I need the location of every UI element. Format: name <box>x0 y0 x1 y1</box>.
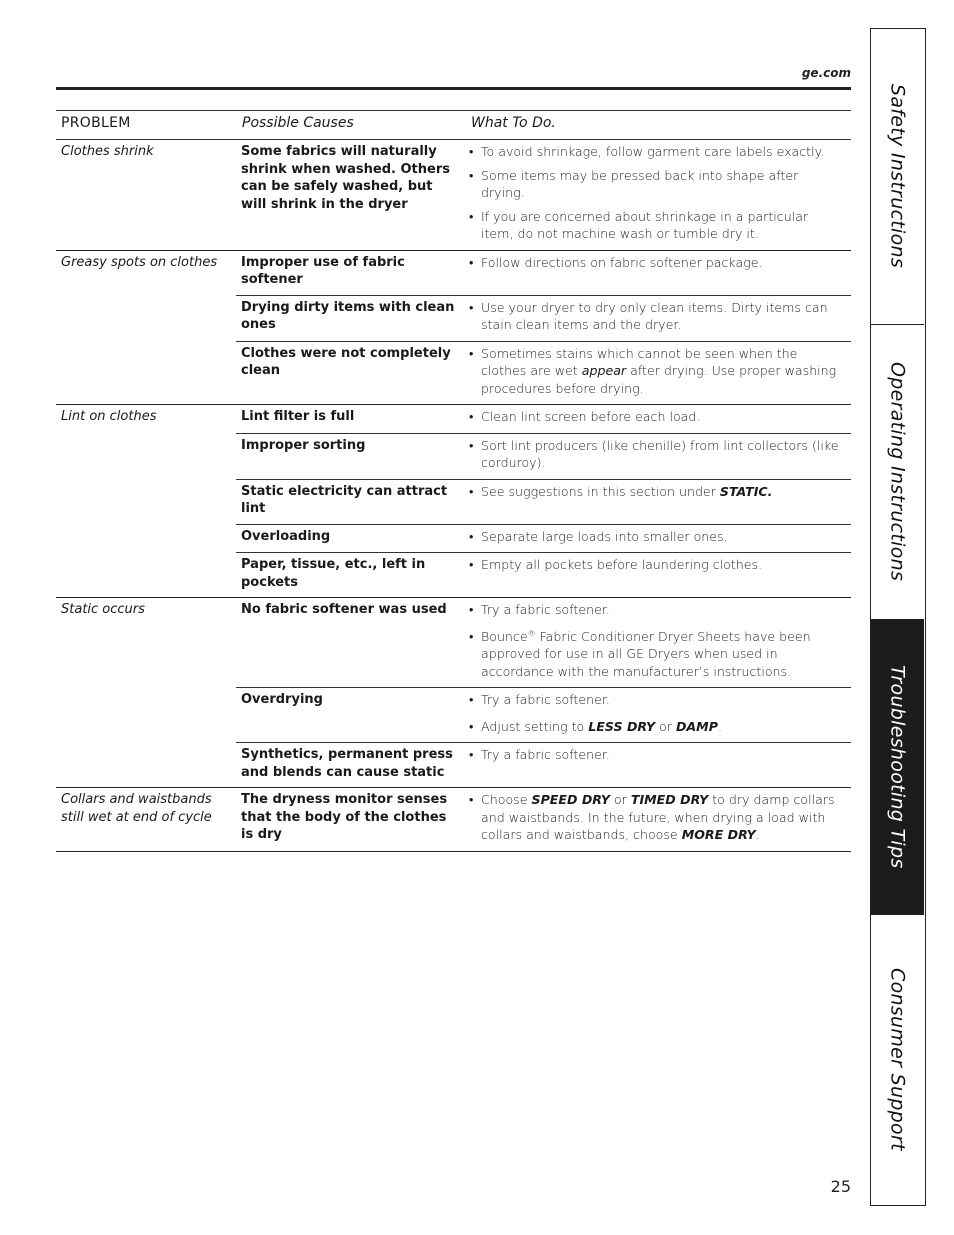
list-item: • Sort lint producers (like chenille) from lint collectors (like corduroy). <box>469 437 839 470</box>
header-rule <box>56 87 851 90</box>
bullet-icon: • <box>469 254 474 270</box>
list-item: • Follow directions on fabric softener package. <box>469 254 763 270</box>
site-url: ge.com <box>801 66 851 80</box>
problem-group-clothes-shrink <box>56 140 851 251</box>
cause-text: The dryness monitor senses that the body of the clothes is dry <box>241 792 448 842</box>
problem-label: Static occurs <box>61 602 145 617</box>
problem-label: Lint on clothes <box>61 409 157 424</box>
list-item: • Bounce® Fabric Conditioner Dryer Sheets have been approved for use in all GE Dryers when used in accordance with the manufacturer’s instructions. <box>469 628 811 679</box>
cause-text: Overdrying <box>241 692 323 707</box>
table-row <box>236 788 851 851</box>
problem-group-static <box>56 598 851 788</box>
todo-list <box>466 525 851 553</box>
list-item: • Sometimes stains which cannot be seen when the clothes are wet appear after drying. Use proper washing procedures before drying. <box>469 345 837 396</box>
tab-label: Consumer Support <box>886 968 909 1151</box>
list-item: • Some items may be pressed back into shape after drying. <box>469 167 799 200</box>
todo-list <box>466 480 851 524</box>
list-item: • See suggestions in this section under STATIC. <box>469 483 773 499</box>
cause-text: Overloading <box>241 528 331 544</box>
bullet-icon: • <box>469 718 474 734</box>
bullet-icon: • <box>469 299 474 315</box>
tab-operating-instructions[interactable] <box>871 325 924 620</box>
table-row <box>236 552 851 597</box>
table-row <box>236 251 851 295</box>
problem-group-lint <box>56 405 851 598</box>
bullet-icon: • <box>469 528 474 544</box>
bullet-icon: • <box>469 345 474 361</box>
cause-text: Lint filter is full <box>241 409 355 424</box>
cause-text: Some fabrics will naturally shrink when washed. Others can be safely washed, but will shrink in the dryer <box>241 144 450 212</box>
section-sidebar <box>870 28 926 1206</box>
list-item: • Try a fabric softener. <box>469 747 610 762</box>
cause-text: Improper sorting <box>241 437 366 453</box>
bullet-icon: • <box>469 692 474 707</box>
problem-group-collars <box>56 788 851 852</box>
table-row <box>236 433 851 479</box>
bullet-icon: • <box>469 167 474 183</box>
list-item: • Empty all pockets before laundering clothes. <box>469 557 763 572</box>
todo-list <box>466 743 851 787</box>
problem-label: Greasy spots on clothes <box>61 254 218 270</box>
cause-text: Drying dirty items with clean ones <box>241 299 455 332</box>
tab-label: Safety Instructions <box>886 84 909 269</box>
table-row <box>236 598 851 687</box>
todo-list <box>466 788 851 851</box>
table-row <box>236 140 851 250</box>
list-item: • Clean lint screen before each load. <box>469 409 701 424</box>
bullet-icon: • <box>469 557 474 572</box>
list-item: • Adjust setting to LESS DRY or DAMP. <box>469 718 722 734</box>
cause-text: Clothes were not completely clean <box>241 345 451 378</box>
table-row <box>236 742 851 787</box>
troubleshooting-table <box>56 110 851 852</box>
todo-list <box>466 140 851 250</box>
bullet-icon: • <box>469 437 474 453</box>
list-item: • Try a fabric softener. <box>469 602 610 617</box>
list-item: • Choose SPEED DRY or TIMED DRY to dry damp collars and waistbands. In the future, when drying a load with collars and waistbands, choose MORE DRY. <box>469 792 835 842</box>
todo-list <box>466 296 851 341</box>
list-item: • Try a fabric softener. <box>469 692 610 707</box>
list-item: • To avoid shrinkage, follow garment care labels exactly. <box>469 144 825 159</box>
tab-consumer-support[interactable] <box>871 915 924 1204</box>
todo-list <box>466 688 851 742</box>
bullet-icon: • <box>469 144 474 159</box>
table-row <box>236 524 851 553</box>
table-row <box>236 405 851 433</box>
list-item: • If you are concerned about shrinkage in a particular item, do not machine wash or tumble dry it. <box>469 208 809 241</box>
cause-text: Synthetics, permanent press and blends can cause static <box>241 747 453 780</box>
list-item: • Separate large loads into smaller ones. <box>469 528 728 544</box>
bullet-icon: • <box>469 208 474 224</box>
todo-list <box>466 598 851 687</box>
table-row <box>236 687 851 742</box>
list-item: • Use your dryer to dry only clean items. Dirty items can stain clean items and the dryer. <box>469 299 828 332</box>
table-row <box>236 479 851 524</box>
todo-list <box>466 405 851 433</box>
header-problem: PROBLEM <box>61 115 131 131</box>
table-row <box>236 295 851 341</box>
page-number: 25 <box>830 1177 851 1196</box>
tab-label: Operating Instructions <box>886 362 909 582</box>
tab-label: Troubleshooting Tips <box>886 665 909 869</box>
bullet-icon: • <box>469 792 474 807</box>
todo-list <box>466 434 851 479</box>
todo-list <box>466 342 851 405</box>
cause-text: Static electricity can attract lint <box>241 483 448 516</box>
bullet-icon: • <box>469 628 474 644</box>
tab-safety-instructions[interactable] <box>871 29 924 325</box>
bullet-icon: • <box>469 747 474 762</box>
header-causes: Possible Causes <box>242 115 354 131</box>
cause-text: Paper, tissue, etc., left in pockets <box>241 557 426 590</box>
problem-label: Collars and waistbands still wet at end of cycle <box>61 792 212 825</box>
tab-troubleshooting-tips[interactable] <box>871 620 924 915</box>
cause-text: No fabric softener was used <box>241 602 447 617</box>
bullet-icon: • <box>469 409 474 424</box>
problem-label: Clothes shrink <box>61 144 154 159</box>
todo-list <box>466 251 851 295</box>
cause-text: Improper use of fabric softener <box>241 254 405 287</box>
table-row <box>236 341 851 405</box>
bullet-icon: • <box>469 602 474 617</box>
bullet-icon: • <box>469 483 474 499</box>
table-header <box>56 111 851 140</box>
header-todo: What To Do. <box>471 115 556 131</box>
todo-list <box>466 553 851 597</box>
problem-group-greasy-spots <box>56 251 851 406</box>
